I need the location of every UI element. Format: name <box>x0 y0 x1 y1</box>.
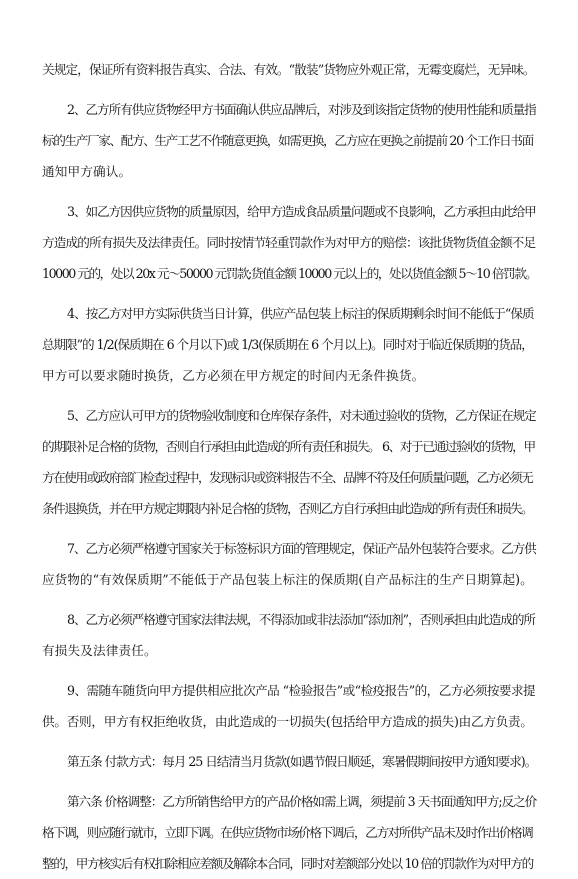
text-line: 的期限补足合格的货物，否则自行承担由此造成的所有责任和损失。 6、对于已通过验收的货物，甲 <box>42 439 535 454</box>
text-line: 供。否则，甲方有权拒绝收货，由此造成的一切损失(包括给甲方造成的损失)由乙方负责。 <box>42 714 533 729</box>
clause-9 <box>42 675 536 737</box>
text-line: 2、乙方所有供应货物经甲方书面确认供应品牌后，对涉及到该指定货物的使用性能和质量指 <box>67 102 536 117</box>
text-line: 10000 元的，处以 20x 元～50000 元罚款;货值金额 10000 元以上的，处以货值金额 5～10 倍罚款。 <box>42 266 537 281</box>
article-6-price-adjustment <box>42 786 536 879</box>
text-line: 甲方可以要求随时换货，乙方必须在甲方规定的时间内无条件换货。 <box>42 368 425 383</box>
text-line: 关规定，保证所有资料报告真实、合法、有效。“散装”货物应外观正常，无霉变腐烂，无异味。 <box>42 62 535 77</box>
text-line: 第六条 价格调整：乙方所销售给甲方的产品价格如需上调，须提前 3 天书面通知甲方;反之价 <box>67 794 537 809</box>
paragraph-continuation <box>42 54 536 85</box>
clause-7 <box>42 533 536 595</box>
text-line: 7、乙方必须严格遵守国家关于标签标识方面的管理规定，保证产品外包装符合要求。乙方供 <box>67 541 536 556</box>
text-line: 格下调，则应随行就市，立即下调。在供应货物市场价格下调后，乙方对所供产品未及时作出价格调 <box>42 825 533 840</box>
text-line: 8、乙方必须严格遵守国家法律法规，不得添加或非法添加“添加剂”，否则承担由此造成的所 <box>67 612 535 627</box>
text-line: 条件退换货，并在甲方规定期限内补足合格的货物，否则乙方自行承担由此造成的所有责任和损失。 <box>42 501 533 516</box>
text-line: 标的生产厂家、配方、生产工艺不作随意更换，如需更换，乙方应在更换之前提前 20 个工作日书面 <box>42 133 533 148</box>
text-line: 有损失及法律责任。 <box>42 643 157 658</box>
text-line: 5、乙方应认可甲方的货物验收制度和仓库保存条件，对未通过验收的货物，乙方保证在规定 <box>67 408 536 423</box>
clause-8 <box>42 604 536 666</box>
text-line: 3、如乙方因供应货物的质量原因，给甲方造成食品质量问题或不良影响，乙方承担由此给甲 <box>67 204 536 219</box>
clause-3 <box>42 196 536 289</box>
text-line: 方造成的所有损失及法律责任。同时按情节轻重罚款作为对甲方的赔偿：该批货物货值金额不足 <box>42 235 536 250</box>
text-line: 通知甲方确认。 <box>42 164 132 179</box>
article-5-payment <box>42 746 536 777</box>
clause-5-6 <box>42 400 536 524</box>
clause-4 <box>42 298 536 391</box>
text-line: 第五条 付款方式：每月 25 日结清当月货款(如遇节假日顺延，寒暑假期间按甲方通知要求)。 <box>67 754 537 769</box>
clause-2 <box>42 94 536 187</box>
text-line: 应货物的“有效保质期”不能低于产品包装上标注的保质期(自产品标注的生产日期算起)。 <box>42 572 533 587</box>
text-line: 整的，甲方核实后有权扣除相应差额及解除本合同，同时对差额部分处以 10 倍的罚款作为对甲方的 <box>42 856 533 871</box>
text-line: 总期限”的 1/2(保质期在 6 个月以下)或 1/3(保质期在 6 个月以上)。同时对于临近保质期的货品， <box>42 337 533 352</box>
text-line: 4、按乙方对甲方实际供货当日计算，供应产品包装上标注的保质期剩余时间不能低于“保质 <box>67 306 534 321</box>
text-line: 方在使用或政府部门检查过程中，发现标识或资料报告不全、品牌不符及任何质量问题，乙方必须无 <box>42 470 533 485</box>
text-line: 9、需随车随货向甲方提供相应批次产品 “检验报告”或“检疫报告”的，乙方必须按要求提 <box>67 683 536 698</box>
